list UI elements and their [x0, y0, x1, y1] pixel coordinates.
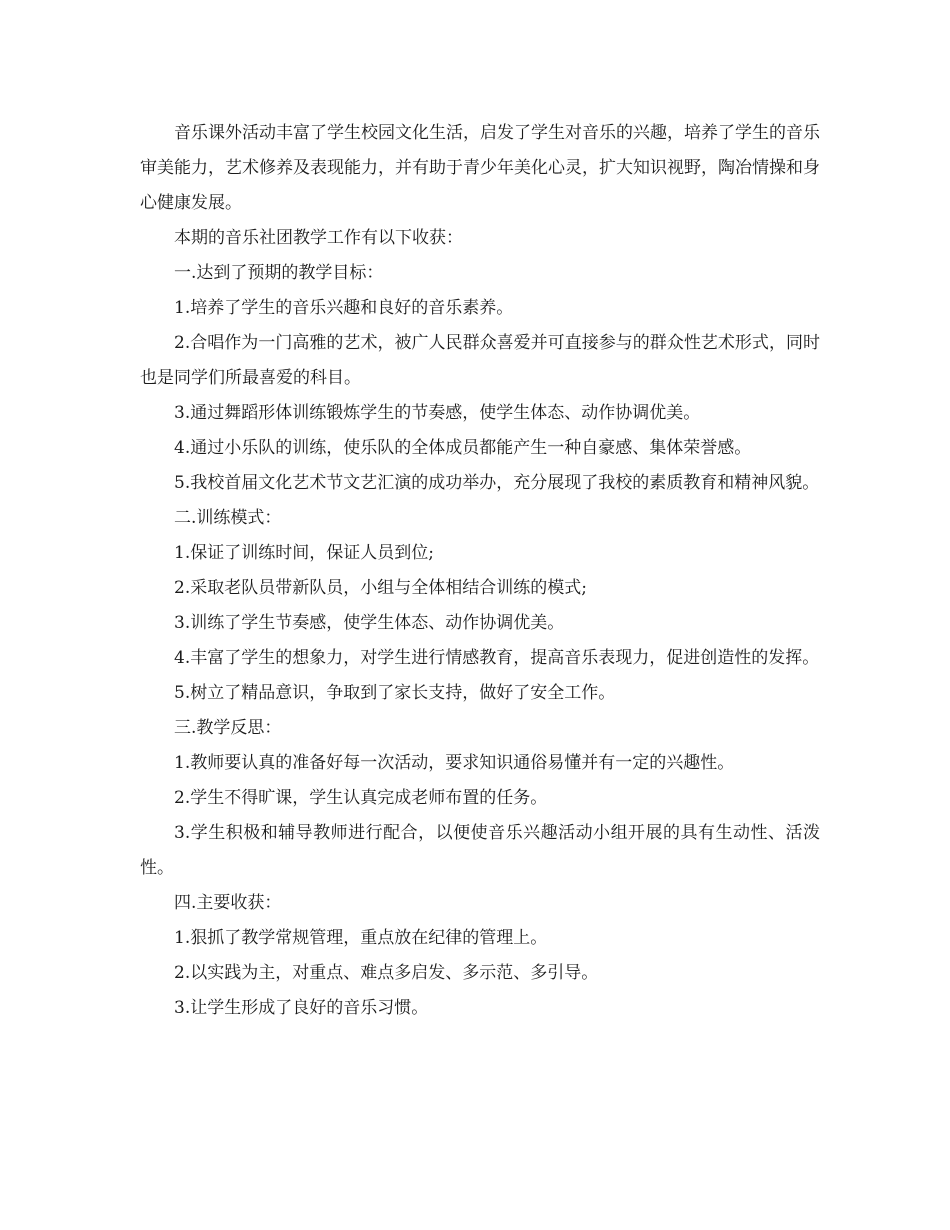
list-item: 2.合唱作为一门高雅的艺术，被广人民群众喜爱并可直接参与的群众性艺术形式，同时也是同学们所最喜爱的科目。 — [140, 333, 820, 388]
list-item: 1.培养了学生的音乐兴趣和良好的音乐素养。 — [174, 298, 514, 318]
section-heading-training: 二.训练模式： — [174, 508, 282, 528]
list-item: 4.丰富了学生的想象力，对学生进行情感教育，提高音乐表现力，促进创造性的发挥。 — [174, 648, 820, 668]
list-item: 2.学生不得旷课，学生认真完成老师布置的任务。 — [174, 788, 548, 808]
document-body — [140, 116, 820, 1026]
list-item: 2.采取老队员带新队员，小组与全体相结合训练的模式; — [174, 578, 587, 598]
list-item: 3.训练了学生节奏感，使学生体态、动作协调优美。 — [174, 613, 565, 633]
list-item: 4.通过小乐队的训练，使乐队的全体成员都能产生一种自豪感、集体荣誉感。 — [174, 438, 752, 458]
summary-lead: 本期的音乐社团教学工作有以下收获： — [174, 228, 463, 248]
list-item: 2.以实践为主，对重点、难点多启发、多示范、多引导。 — [174, 963, 599, 983]
section-heading-reflection: 三.教学反思： — [174, 718, 282, 738]
intro-paragraph: 音乐课外活动丰富了学生校园文化生活，启发了学生对音乐的兴趣，培养了学生的音乐审美能力，艺术修养及表现能力，并有助于青少年美化心灵，扩大知识视野，陶冶情操和身心健康发展。 — [140, 123, 820, 213]
list-item: 3.通过舞蹈形体训练锻炼学生的节奏感，使学生体态、动作协调优美。 — [174, 403, 701, 423]
list-item: 1.教师要认真的准备好每一次活动，要求知识通俗易懂并有一定的兴趣性。 — [174, 753, 735, 773]
section-heading-gains: 四.主要收获： — [174, 893, 282, 913]
list-item: 5.树立了精品意识，争取到了家长支持，做好了安全工作。 — [174, 683, 616, 703]
section-heading-goals: 一.达到了预期的教学目标： — [174, 263, 384, 283]
list-item: 3.学生积极和辅导教师进行配合，以便使音乐兴趣活动小组开展的具有生动性、活泼性。 — [140, 823, 820, 878]
list-item: 5.我校首届文化艺术节文艺汇演的成功举办，充分展现了我校的素质教育和精神风貌。 — [174, 473, 820, 493]
list-item: 3.让学生形成了良好的音乐习惯。 — [174, 998, 429, 1018]
list-item: 1.狠抓了教学常规管理，重点放在纪律的管理上。 — [174, 928, 548, 948]
list-item: 1.保证了训练时间，保证人员到位; — [174, 543, 434, 563]
